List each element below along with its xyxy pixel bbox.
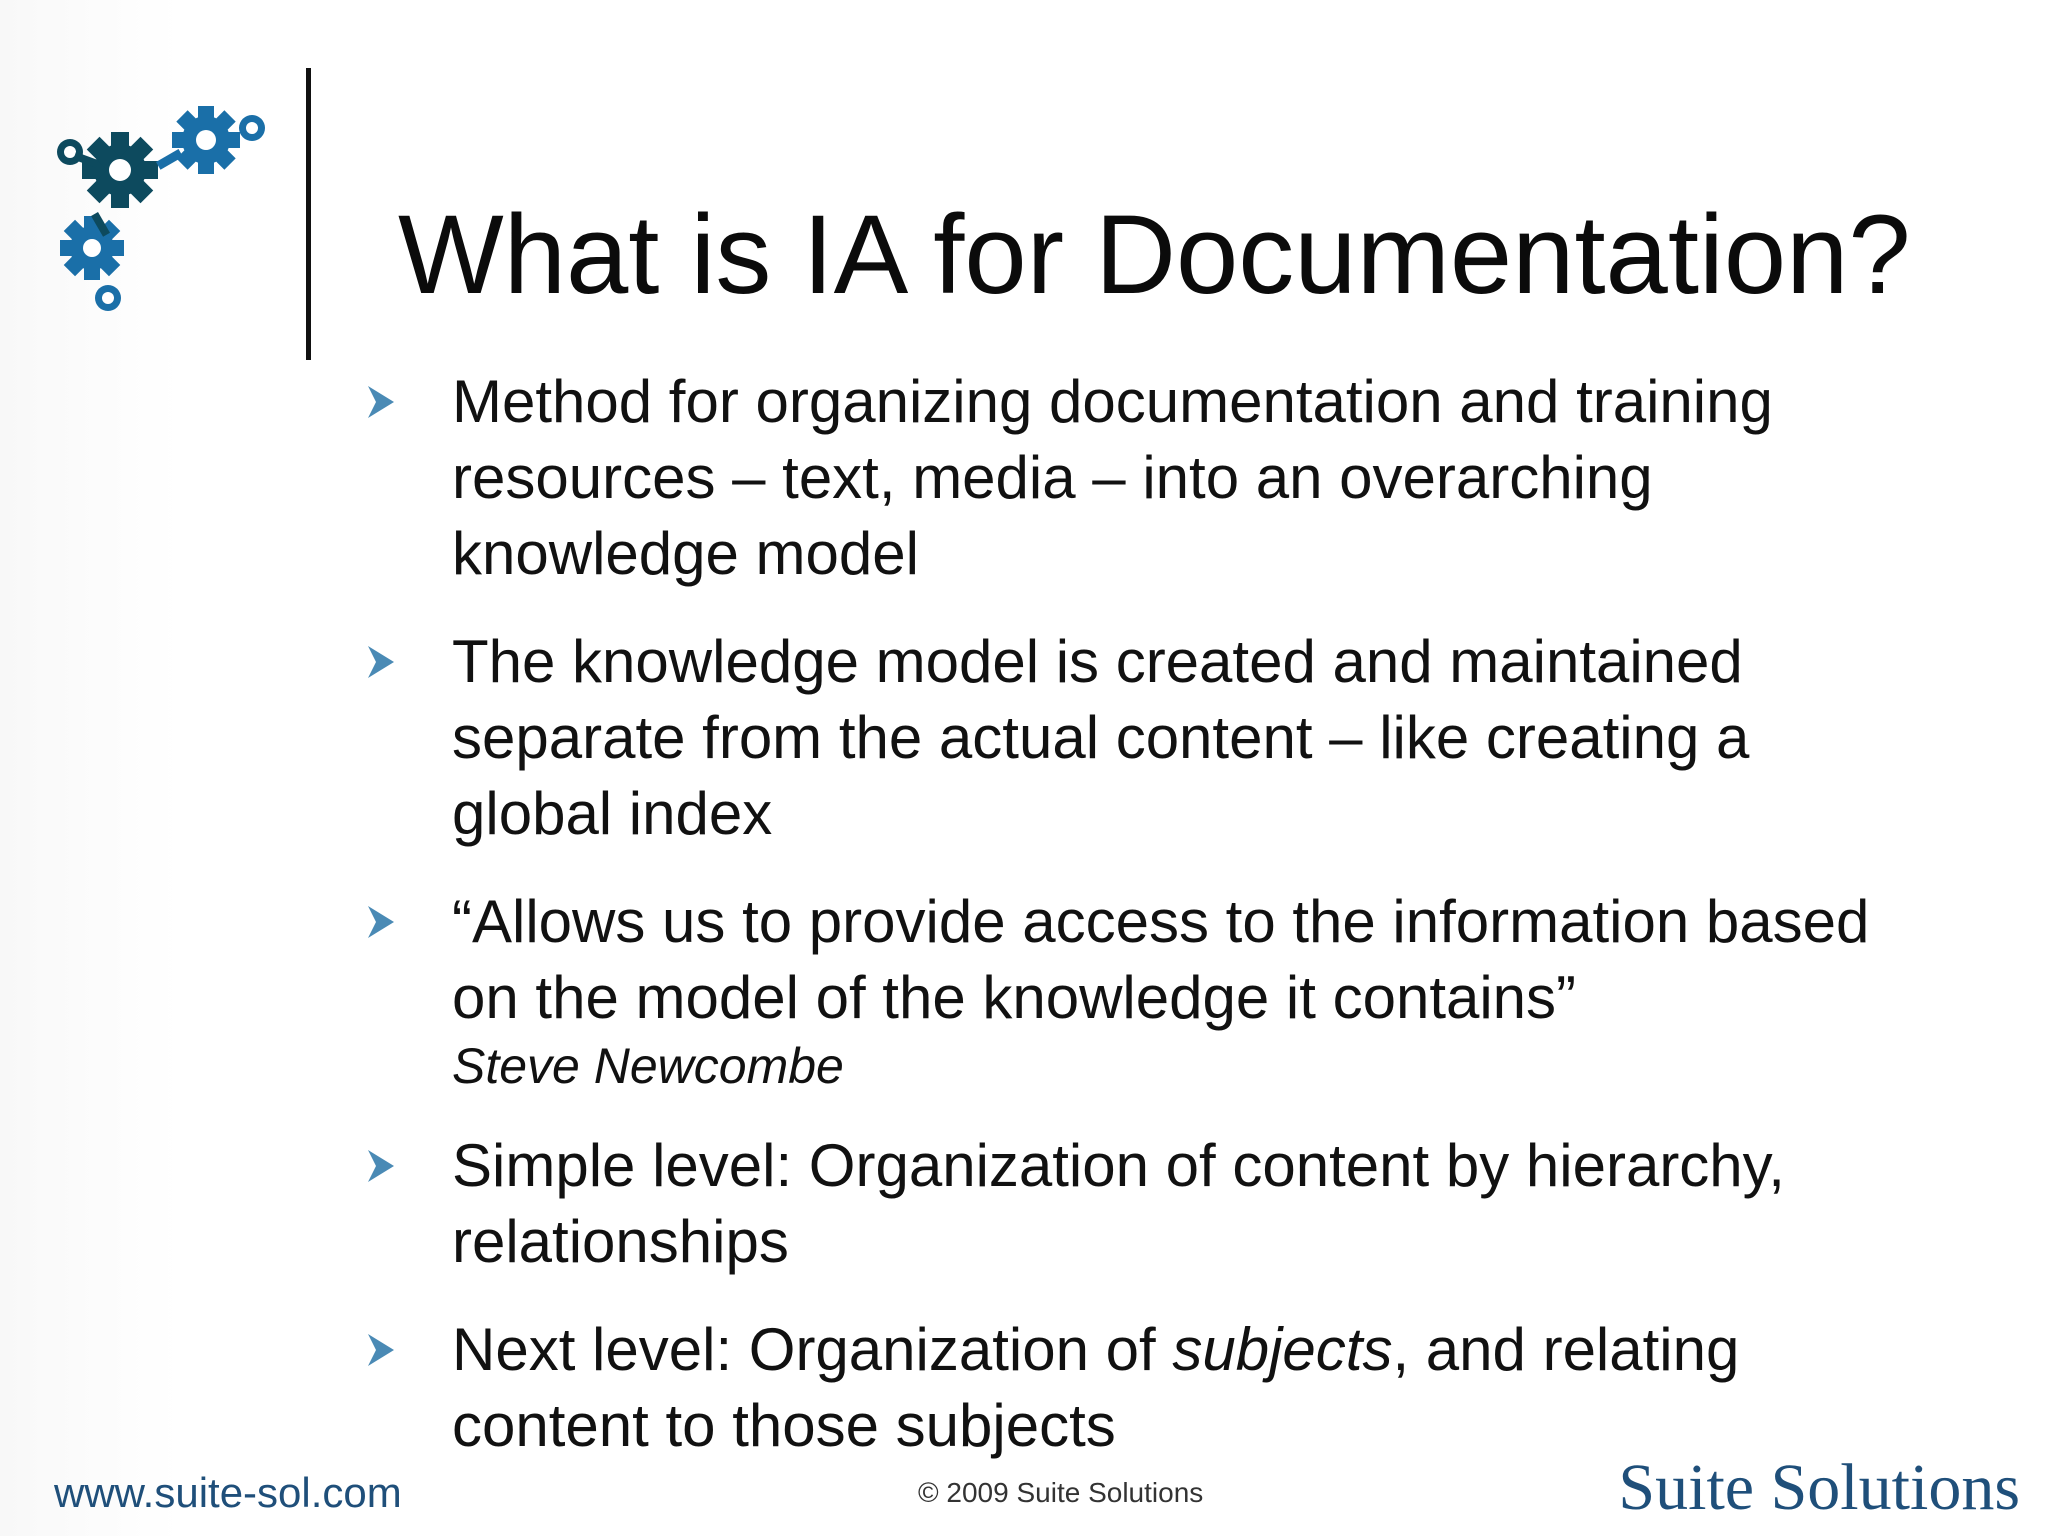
chevron-right-icon [364,384,398,420]
gears-logo-icon [48,100,278,330]
bullet-text-start: Next level: Organization of [452,1316,1173,1383]
bullet-text: Simple level: Organization of content by hierarchy, relationships [452,1132,1785,1275]
chevron-right-icon [364,1332,398,1368]
bullet-text-end: , and relating content to those subjects [452,1316,1740,1459]
bullet-item [360,624,1920,852]
bullet-item [360,364,1920,592]
chevron-right-icon [364,644,398,680]
chevron-right-icon [364,904,398,940]
slide-title: What is IA for Documentation? [398,192,1911,317]
bullet-text: The knowledge model is created and maintained separate from the actual content – like creating a global index [452,628,1750,847]
quote-author: Steve Newcombe [452,1038,844,1094]
title-divider [306,68,311,360]
bullet-item [360,1128,1920,1280]
bullet-list [360,364,1920,1496]
footer-copyright: © 2009 Suite Solutions [918,1477,1204,1508]
bullet-item [360,1312,1920,1464]
bullet-text: “Allows us to provide access to the information based on the model of the knowledge it contains” [452,888,1870,1031]
footer-brand-logo: Suite Solutions [1618,1451,2020,1524]
bullet-text: Method for organizing documentation and training resources – text, media – into an overarching knowledge model [452,368,1773,587]
bullet-item [360,884,1920,1096]
footer-url[interactable]: www.suite-sol.com [54,1469,402,1516]
bullet-emphasis: subjects [1172,1316,1393,1383]
chevron-right-icon [364,1148,398,1184]
